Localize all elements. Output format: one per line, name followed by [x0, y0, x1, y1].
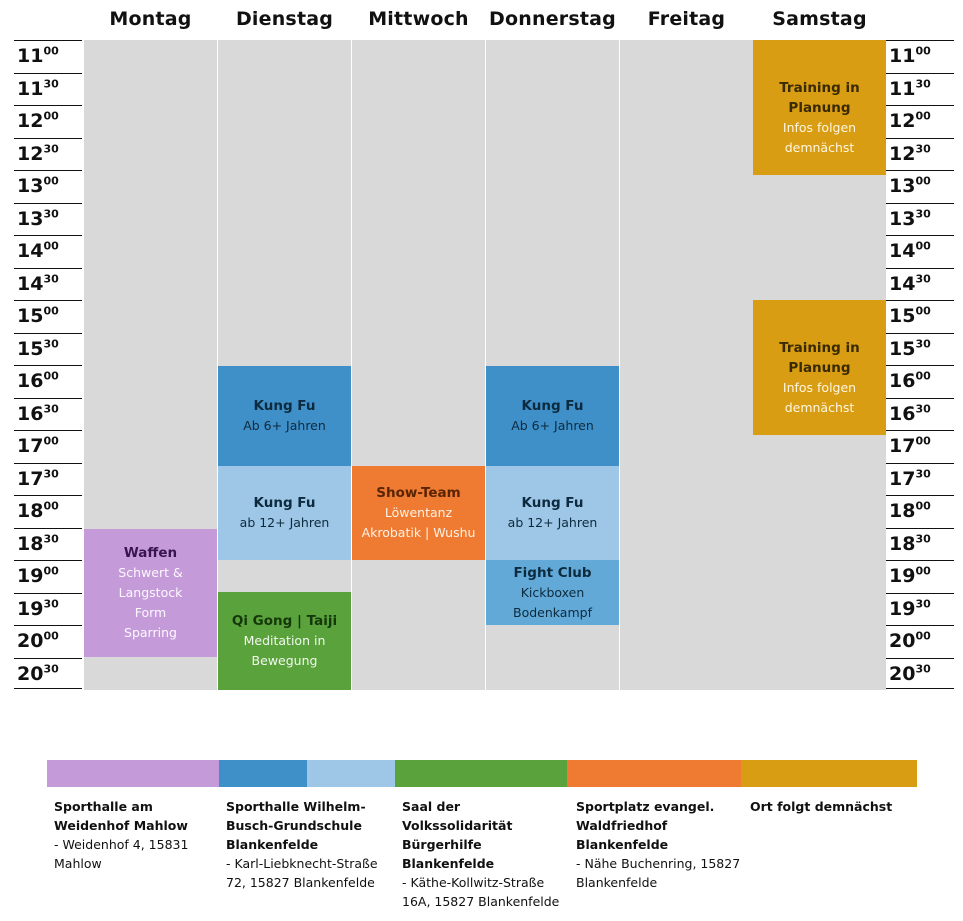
time-label-left-1730: $17^{30}$ — [14, 463, 82, 494]
event-title: Fight Club — [513, 565, 592, 581]
day-header-mittwoch: Mittwoch — [368, 8, 469, 30]
legend-entry-3 — [402, 797, 562, 911]
event-detail-line: ab 12+ Jahren — [507, 515, 598, 530]
legend-swatch-4 — [395, 760, 567, 787]
time-label-left-1100: $11^{00}$ — [14, 40, 82, 71]
event-detail-line: Bewegung — [251, 653, 318, 668]
time-label-right-1630: $16^{30}$ — [886, 398, 954, 429]
time-label-left-1400: $14^{00}$ — [14, 235, 82, 266]
event-detail-line: ab 12+ Jahren — [239, 515, 330, 530]
time-label-right-1830: $18^{30}$ — [886, 528, 954, 559]
event-montag-waffen[interactable] — [84, 529, 217, 657]
time-label-left-1800: $18^{00}$ — [14, 495, 82, 526]
event-detail-line: Form — [134, 605, 167, 620]
event-detail-line: Langstock — [118, 585, 183, 600]
event-detail-line: demnächst — [784, 140, 855, 155]
time-label-left-1430: $14^{30}$ — [14, 268, 82, 299]
event-title: Kung Fu — [521, 398, 584, 414]
legend-venue-address: - Weidenhof 4, 15831 Mahlow — [54, 837, 189, 871]
event-title: Kung Fu — [521, 495, 584, 511]
event-detail-line: Infos folgen — [782, 120, 857, 135]
event-title: Training in Planung — [779, 340, 860, 376]
day-header-row — [0, 0, 963, 40]
event-detail-line: Kickboxen — [520, 585, 585, 600]
legend-venue-address: - Käthe-Kollwitz-Straße 16A, 15827 Blankenfelde — [402, 875, 560, 909]
legend-venue-address: - Nähe Buchenring, 15827 Blankenfelde — [576, 856, 741, 890]
day-column-mittwoch — [352, 40, 485, 690]
day-header-donnerstag: Donnerstag — [489, 8, 616, 30]
event-dienstag-qigong-taiji[interactable] — [218, 592, 351, 690]
event-dienstag-kungfu-ab12[interactable] — [218, 466, 351, 560]
time-label-right-1530: $15^{30}$ — [886, 333, 954, 364]
time-label-right-2000: $20^{00}$ — [886, 625, 954, 656]
legend-venue-name: Saal der Volkssolidarität Bürgerhilfe Blankenfelde — [402, 799, 513, 871]
day-header-montag: Montag — [109, 8, 192, 30]
time-label-left-1530: $15^{30}$ — [14, 333, 82, 364]
event-donnerstag-fight-club[interactable] — [486, 560, 619, 625]
time-label-right-1900: $19^{00}$ — [886, 560, 954, 591]
event-detail-line: Löwentanz — [384, 505, 453, 520]
time-label-left-2030: $20^{30}$ — [14, 658, 82, 689]
legend-entry-5 — [750, 797, 920, 816]
time-label-left-1200: $12^{00}$ — [14, 105, 82, 136]
time-label-left-1230: $12^{30}$ — [14, 138, 82, 169]
event-title: Qi Gong | Taiji — [231, 613, 338, 629]
legend-swatch-1 — [47, 760, 219, 787]
time-label-right-1800: $18^{00}$ — [886, 495, 954, 526]
legend-venue-name: Sportplatz evangel. Waldfriedhof Blankenfelde — [576, 799, 715, 852]
legend-entry-4 — [576, 797, 741, 892]
time-label-right-1500: $15^{00}$ — [886, 300, 954, 331]
time-label-right-1300: $13^{00}$ — [886, 170, 954, 201]
time-label-right-1700: $17^{00}$ — [886, 430, 954, 461]
event-detail-line: Ab 6+ Jahren — [511, 418, 594, 433]
time-label-left-1700: $17^{00}$ — [14, 430, 82, 461]
time-label-right-1430: $14^{30}$ — [886, 268, 954, 299]
legend-swatch-3 — [307, 760, 395, 787]
event-donnerstag-kungfu-ab12[interactable] — [486, 466, 619, 560]
event-detail-line: Bodenkampf — [513, 605, 592, 620]
time-label-left-1630: $16^{30}$ — [14, 398, 82, 429]
time-label-right-1730: $17^{30}$ — [886, 463, 954, 494]
legend-venue-address: - Karl-Liebknecht-Straße 72, 15827 Blankenfelde — [226, 856, 378, 890]
event-detail-line: Meditation in — [243, 633, 326, 648]
time-label-left-2000: $20^{00}$ — [14, 625, 82, 656]
time-label-left-1130: $11^{30}$ — [14, 73, 82, 104]
legend-venue-name: Ort folgt demnächst — [750, 799, 893, 814]
time-label-left-1500: $15^{00}$ — [14, 300, 82, 331]
time-label-right-1330: $13^{30}$ — [886, 203, 954, 234]
time-label-left-1600: $16^{00}$ — [14, 365, 82, 396]
event-title: Kung Fu — [253, 398, 316, 414]
day-header-dienstag: Dienstag — [235, 8, 334, 30]
day-header-freitag: Freitag — [647, 8, 726, 30]
event-detail-line: Akrobatik | Wushu — [361, 525, 476, 540]
time-label-right-1130: $11^{30}$ — [886, 73, 954, 104]
legend-swatch-6 — [741, 760, 917, 787]
time-label-right-2030: $20^{30}$ — [886, 658, 954, 689]
event-donnerstag-kungfu-ab6[interactable] — [486, 366, 619, 466]
legend-venue-name: Sporthalle Wilhelm-Busch-Grundschule Blankenfelde — [226, 799, 366, 852]
event-mittwoch-show-team[interactable] — [352, 466, 485, 560]
event-detail-line: demnächst — [784, 400, 855, 415]
legend-swatch-2 — [219, 760, 307, 787]
day-column-freitag — [620, 40, 753, 690]
legend-entry-2 — [226, 797, 394, 892]
legend-swatch-5 — [567, 760, 741, 787]
time-label-left-1330: $13^{30}$ — [14, 203, 82, 234]
time-label-left-1300: $13^{00}$ — [14, 170, 82, 201]
event-dienstag-kungfu-ab6[interactable] — [218, 366, 351, 466]
event-title: Kung Fu — [253, 495, 316, 511]
time-label-right-1600: $16^{00}$ — [886, 365, 954, 396]
time-label-right-1100: $11^{00}$ — [886, 40, 954, 71]
event-title: Waffen — [123, 545, 178, 561]
event-title: Training in Planung — [779, 80, 860, 116]
legend-venue-name: Sporthalle am Weidenhof Mahlow — [54, 799, 188, 833]
time-label-right-1400: $14^{00}$ — [886, 235, 954, 266]
event-samstag-nachmittag[interactable] — [753, 300, 886, 435]
time-label-right-1200: $12^{00}$ — [886, 105, 954, 136]
event-detail-line: Schwert & — [118, 565, 183, 580]
day-header-samstag: Samstag — [772, 8, 867, 30]
legend-entry-1 — [54, 797, 222, 873]
event-detail-line: Ab 6+ Jahren — [243, 418, 326, 433]
event-samstag-vormittag[interactable] — [753, 40, 886, 175]
event-detail-line: Infos folgen — [782, 380, 857, 395]
time-label-left-1900: $19^{00}$ — [14, 560, 82, 591]
time-label-left-1930: $19^{30}$ — [14, 593, 82, 624]
time-label-right-1230: $12^{30}$ — [886, 138, 954, 169]
event-detail-line: Sparring — [124, 625, 177, 640]
event-title: Show-Team — [376, 485, 461, 501]
time-label-left-1830: $18^{30}$ — [14, 528, 82, 559]
time-label-right-1930: $19^{30}$ — [886, 593, 954, 624]
